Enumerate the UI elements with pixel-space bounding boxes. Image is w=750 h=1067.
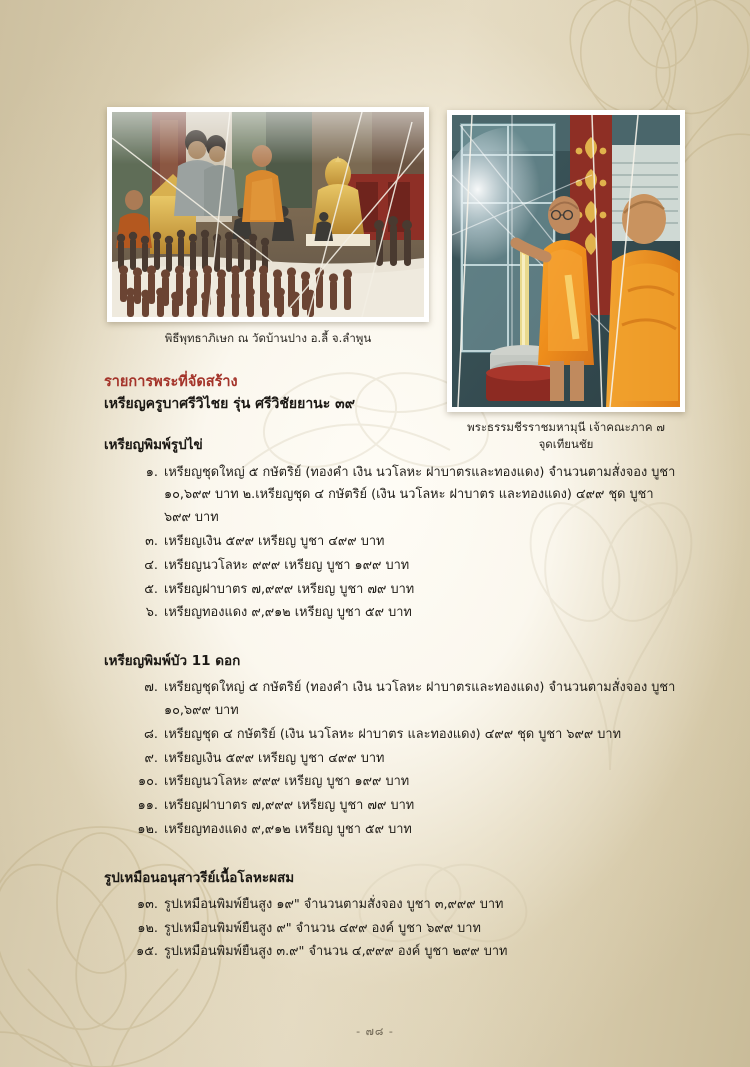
list-item: [134, 677, 680, 723]
list-item-text: รูปเหมือนพิมพ์ยืนสูง ๙" จำนวน ๔๙๙ องค์ บูชา ๖๙๙ บาท: [164, 920, 481, 936]
section-heading: เหรียญพิมพ์รูปไข่: [104, 437, 203, 454]
right-photo-caption-line2: จุดเทียนชัย: [538, 436, 594, 451]
list-item: [134, 579, 680, 602]
list-item-text: เหรียญชุดใหญ่ ๕ กษัตริย์ (ทองคำ เงิน นวโลหะ ฝาบาตรและทองแดง) จำนวนตามสั่งจอง บูชา ๑๐,๖๙๙ บาท ๒.เหรียญชุด ๔ กษัตริย์ (เงิน นวโลหะ ฝาบาตร และทองแดง) ๔๙๙ ชุด บูชา ๖๙๙ บาท: [164, 464, 676, 526]
left-photo-caption-text: พิธีพุทธาภิเษก ณ วัดบ้านปาง อ.ลี้ จ.ลำพูน: [164, 331, 372, 345]
list-item: [134, 795, 680, 818]
item-list: [104, 462, 680, 625]
page-number: - ๗๘ -: [356, 1025, 394, 1038]
list-item-text: เหรียญฝาบาตร ๗,๙๙๙ เหรียญ บูชา ๗๙ บาท: [164, 798, 415, 814]
section-oval-medals: [104, 435, 680, 625]
list-item-number: ๗.: [144, 680, 158, 696]
list-item-text: เหรียญฝาบาตร ๗,๙๙๙ เหรียญ บูชา ๗๙ บาท: [164, 581, 415, 597]
list-item-number: ๓.: [145, 534, 158, 550]
list-item: [134, 771, 680, 794]
list-item: [134, 748, 680, 771]
page-title: รายการพระที่จัดสร้าง: [104, 374, 238, 390]
list-item-text: รูปเหมือนพิมพ์ยืนสูง ๑๙" จำนวนตามสั่งจอง บูชา ๓,๙๙๙ บาท: [164, 896, 504, 912]
list-item-text: เหรียญชุดใหญ่ ๕ กษัตริย์ (ทองคำ เงิน นวโลหะ ฝาบาตรและทองแดง) จำนวนตามสั่งจอง บูชา ๑๐,๖๙๙ บาท: [164, 680, 676, 719]
section-lotus-medals: [104, 651, 680, 842]
list-item-text: เหรียญทองแดง ๙,๙๑๒ เหรียญ บูชา ๕๙ บาท: [164, 605, 412, 621]
list-item-text: เหรียญชุด ๔ กษัตริย์ (เงิน นวโลหะ ฝาบาตร และทองแดง) ๔๙๙ ชุด บูชา ๖๙๙ บาท: [164, 726, 622, 742]
article-content: [104, 371, 680, 965]
list-item-number: ๑๓.: [137, 896, 158, 912]
left-photo-caption: [107, 330, 429, 347]
list-item: [134, 462, 680, 530]
right-photo-caption-line1: พระธรรมชีรราชมหามุนี เจ้าคณะภาค ๗: [467, 420, 665, 434]
list-item-number: ๑๐.: [137, 774, 158, 790]
list-item-text: เหรียญทองแดง ๙,๙๑๒ เหรียญ บูชา ๕๙ บาท: [164, 821, 412, 837]
list-item-text: เหรียญเงิน ๕๙๙ เหรียญ บูชา ๔๙๙ บาท: [164, 750, 385, 766]
list-item-number: ๑๒.: [137, 821, 158, 837]
list-item: [134, 819, 680, 842]
list-item-number: ๑๕.: [136, 944, 158, 960]
list-item-text: รูปเหมือนพิมพ์ยืนสูง ๓.๙" จำนวน ๔,๙๙๙ องค์ บูชา ๒๙๙ บาท: [164, 944, 508, 960]
list-item: [134, 724, 680, 747]
list-item-number: ๔.: [144, 557, 158, 573]
section-heading: เหรียญพิมพ์บัว 11 ดอก: [104, 653, 241, 670]
list-item-number: ๑๑.: [137, 798, 158, 814]
candle-lighting-photo: [447, 110, 685, 412]
list-item-number: ๑.: [145, 464, 158, 480]
list-item-text: เหรียญเงิน ๕๙๙ เหรียญ บูชา ๔๙๙ บาท: [164, 534, 385, 550]
list-item: [134, 531, 680, 554]
item-list: [104, 894, 680, 964]
list-item-number: ๖.: [145, 605, 158, 621]
list-item: [134, 602, 680, 625]
item-list: [104, 677, 680, 841]
section-statues: [104, 868, 680, 965]
list-item-number: ๑๒.: [137, 920, 158, 936]
page-subtitle: เหรียญครูบาศรีวิไชย รุ่น ศรีวิชัยยานะ ๓๙: [104, 396, 355, 413]
list-item-text: เหรียญนวโลหะ ๙๙๙ เหรียญ บูชา ๑๙๙ บาท: [164, 557, 410, 573]
list-item-number: ๕.: [144, 581, 158, 597]
consecration-ceremony-photo: [107, 107, 429, 322]
list-item: [134, 941, 680, 964]
list-item: [134, 555, 680, 578]
list-item: [134, 894, 680, 917]
list-item: [134, 918, 680, 941]
list-item-number: ๙.: [144, 750, 158, 766]
list-item-number: ๘.: [144, 726, 158, 742]
list-item-text: เหรียญนวโลหะ ๙๙๙ เหรียญ บูชา ๑๙๙ บาท: [164, 774, 410, 790]
section-heading: รูปเหมือนอนุสาวรีย์เนื้อโลหะผสม: [104, 869, 295, 886]
